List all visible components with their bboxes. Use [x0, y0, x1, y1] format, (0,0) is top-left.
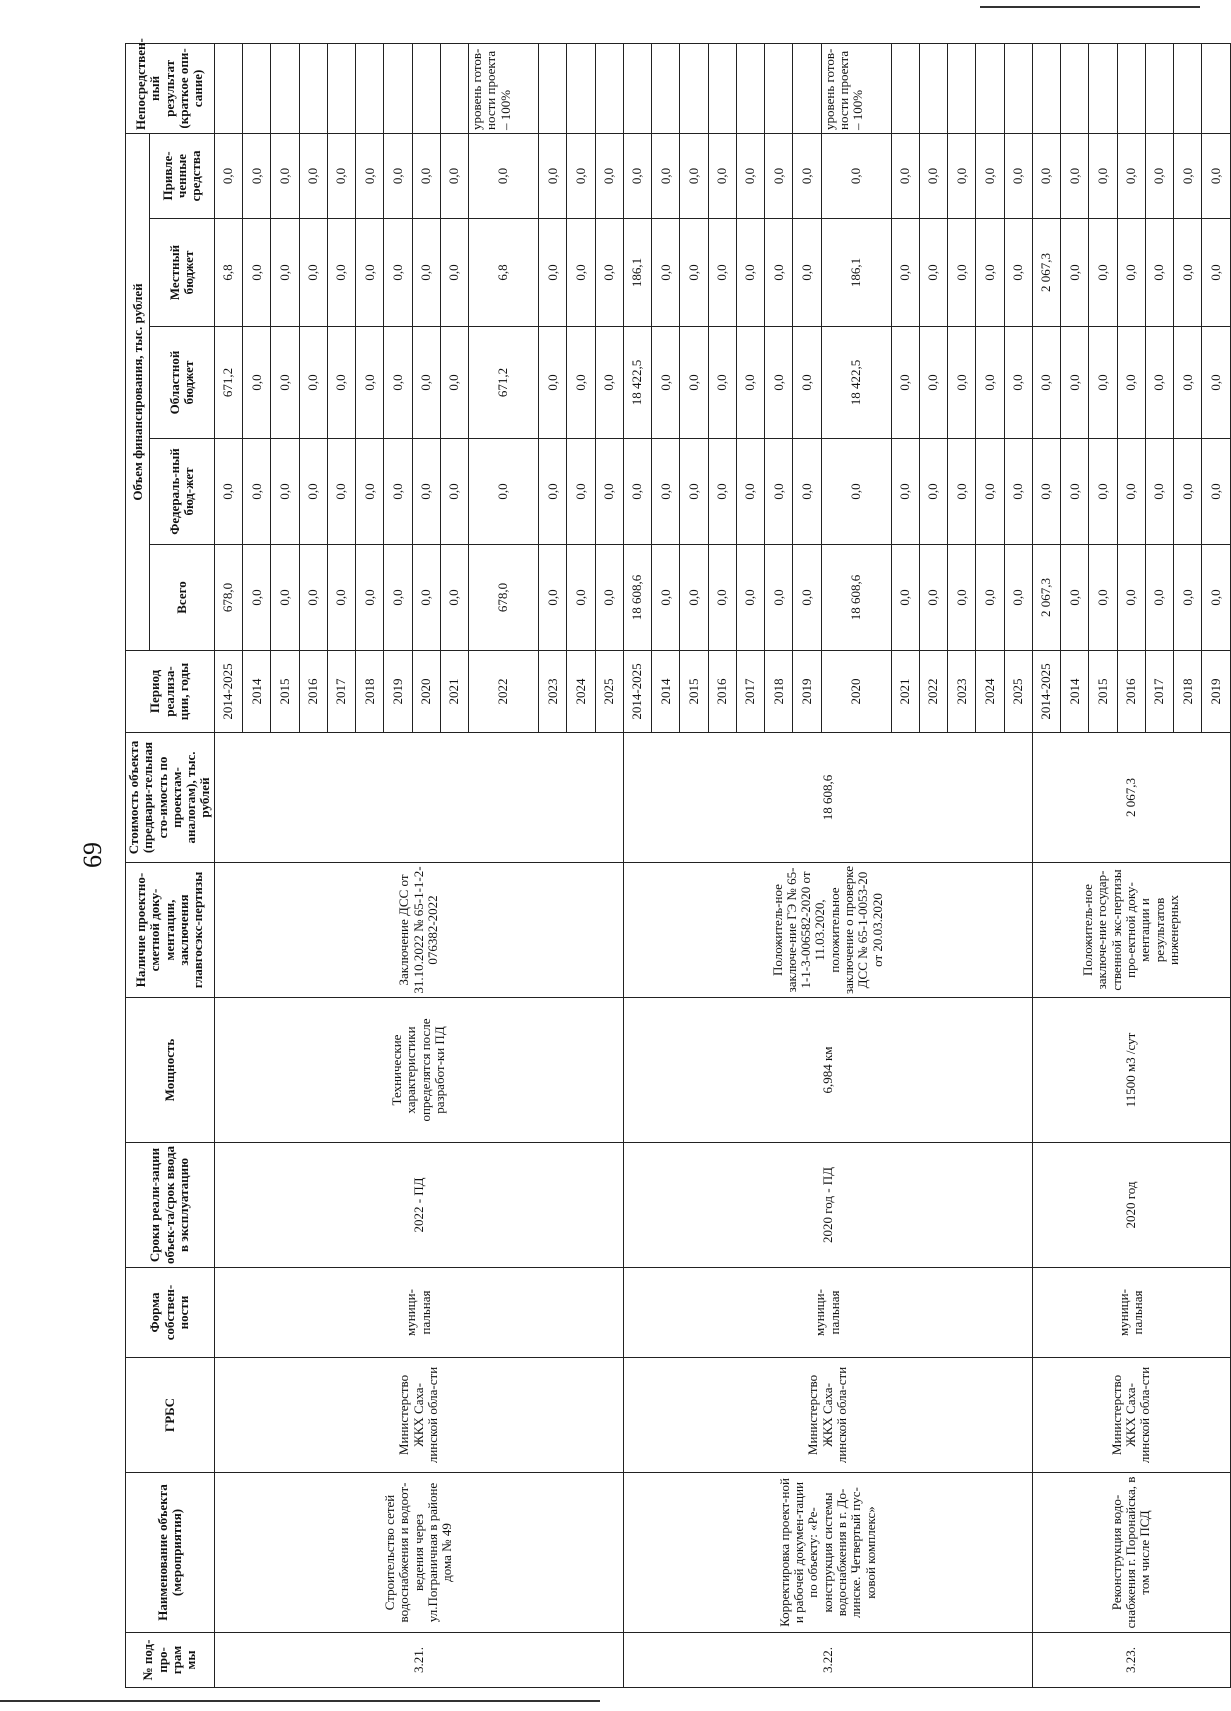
- amount-federal: 0,0: [299, 439, 327, 545]
- object-name: Строительство сетей водоснабжения и водоот-ведения через ул.Пограничная в районе дома № 49: [214, 1473, 623, 1633]
- amount-regional: 0,0: [271, 327, 299, 439]
- amount-federal: 0,0: [1061, 439, 1089, 545]
- amount-attracted: 0,0: [539, 133, 567, 218]
- period-year: 2020: [821, 651, 891, 733]
- amount-local: 0,0: [1117, 219, 1145, 327]
- amount-regional: 671,2: [214, 327, 242, 439]
- period-year: 2025: [595, 651, 623, 733]
- amount-total: 0,0: [736, 545, 764, 651]
- direct-result: [1117, 43, 1145, 133]
- amount-federal: 0,0: [736, 439, 764, 545]
- amount-federal: 0,0: [539, 439, 567, 545]
- amount-total: 0,0: [1145, 545, 1173, 651]
- period-year: 2016: [708, 651, 736, 733]
- amount-attracted: 0,0: [1174, 133, 1202, 218]
- capacity: 6,984 км: [623, 998, 1032, 1143]
- amount-local: 186,1: [821, 219, 891, 327]
- direct-result: уровень готов-ности проекта – 100%: [821, 43, 891, 133]
- amount-local: 0,0: [736, 219, 764, 327]
- table-row: [623, 43, 651, 1687]
- header-num: № под-про-грам мы: [126, 1633, 215, 1688]
- amount-total: 0,0: [595, 545, 623, 651]
- design-documentation: Положитель-ное заключе-ние ГЭ № 65-1-1-3-006582-2020 от 11.03.2020, положительное заключение о проверке ДСС № 65-1-0053-20 от 20.03.2020: [623, 863, 1032, 998]
- period-year: 2023: [539, 651, 567, 733]
- period-year: 2017: [1145, 651, 1173, 733]
- amount-attracted: 0,0: [1032, 133, 1060, 218]
- amount-attracted: 0,0: [1202, 133, 1230, 218]
- amount-federal: 0,0: [708, 439, 736, 545]
- amount-attracted: 0,0: [412, 133, 440, 218]
- amount-attracted: 0,0: [567, 133, 595, 218]
- amount-total: 0,0: [1061, 545, 1089, 651]
- table-row: [1032, 43, 1060, 1687]
- amount-local: 0,0: [412, 219, 440, 327]
- capacity: Технические характеристики определятся после разработ-ки ПД: [214, 998, 623, 1143]
- rotated-table-wrapper: [125, 38, 1223, 1688]
- amount-local: 0,0: [299, 219, 327, 327]
- amount-attracted: 0,0: [595, 133, 623, 218]
- amount-total: 0,0: [384, 545, 412, 651]
- amount-local: 0,0: [356, 219, 384, 327]
- amount-attracted: 0,0: [891, 133, 919, 218]
- amount-local: 0,0: [271, 219, 299, 327]
- design-documentation: Положитель-ное заключе-ние государ-ственной экс-пертизы про-ектной доку-ментации и результатов инженерных: [1032, 863, 1230, 998]
- header-psd: Наличие проектно-сметной доку-ментации, заключения главгосэкс-пертизы: [126, 863, 215, 998]
- row-number: 3.21.: [214, 1633, 623, 1688]
- amount-federal: 0,0: [1004, 439, 1032, 545]
- funding-table: [125, 38, 1231, 1688]
- header-cost: Стоимость объекта (предвари-тельная сто-имость по проектам-аналогам), тыс. рублей: [126, 733, 215, 863]
- amount-federal: 0,0: [214, 439, 242, 545]
- amount-attracted: 0,0: [356, 133, 384, 218]
- amount-federal: 0,0: [623, 439, 651, 545]
- grbs-cell: Министерство ЖКХ Саха-линской обла-сти: [1032, 1358, 1230, 1473]
- direct-result: [412, 43, 440, 133]
- page-number: 69: [78, 842, 107, 868]
- amount-total: 0,0: [919, 545, 947, 651]
- direct-result: уровень готов-ности проекта – 100%: [469, 43, 539, 133]
- amount-attracted: 0,0: [440, 133, 468, 218]
- direct-result: [299, 43, 327, 133]
- period-year: 2022: [919, 651, 947, 733]
- scan-edge-top: [980, 6, 1200, 8]
- direct-result: [539, 43, 567, 133]
- amount-total: 0,0: [440, 545, 468, 651]
- ownership-form: муници-пальная: [1032, 1268, 1230, 1358]
- header-fed: Федераль-ный бюд-жет: [150, 439, 214, 545]
- amount-regional: 0,0: [243, 327, 271, 439]
- row-number: 3.22.: [623, 1633, 1032, 1688]
- header-reg: Областной бюджет: [150, 327, 214, 439]
- amount-attracted: 0,0: [821, 133, 891, 218]
- period-year: 2015: [1089, 651, 1117, 733]
- direct-result: [976, 43, 1004, 133]
- header-funding: Объем финансирования, тыс. рублей: [126, 133, 150, 650]
- amount-regional: 0,0: [327, 327, 355, 439]
- period-year: 2018: [765, 651, 793, 733]
- header-total: Всего: [150, 545, 214, 651]
- amount-total: 0,0: [793, 545, 821, 651]
- amount-local: 0,0: [652, 219, 680, 327]
- amount-regional: 0,0: [1032, 327, 1060, 439]
- direct-result: [891, 43, 919, 133]
- amount-federal: 0,0: [948, 439, 976, 545]
- period-year: 2020: [412, 651, 440, 733]
- header-power: Мощность: [126, 998, 215, 1143]
- amount-attracted: 0,0: [765, 133, 793, 218]
- amount-total: 0,0: [412, 545, 440, 651]
- amount-total: 18 608,6: [821, 545, 891, 651]
- amount-regional: 671,2: [469, 327, 539, 439]
- ownership-form: муници-пальная: [214, 1268, 623, 1358]
- header-attr: Привле-ченные средства: [150, 133, 214, 218]
- amount-regional: 0,0: [1004, 327, 1032, 439]
- amount-federal: 0,0: [1145, 439, 1173, 545]
- period-year: 2022: [469, 651, 539, 733]
- amount-attracted: 0,0: [384, 133, 412, 218]
- implementation-terms: 2020 год - ПД: [623, 1143, 1032, 1268]
- amount-total: 0,0: [539, 545, 567, 651]
- amount-federal: 0,0: [271, 439, 299, 545]
- amount-attracted: 0,0: [736, 133, 764, 218]
- amount-total: 18 608,6: [623, 545, 651, 651]
- object-name: Корректировка проект-ной и рабочей докумен-тации по объекту: «Ре-конструкция системы водоснабжения в г. До-линске. Четвертый пус-ковой комплекс»: [623, 1473, 1032, 1633]
- period-year: 2014: [243, 651, 271, 733]
- direct-result: [243, 43, 271, 133]
- amount-regional: 0,0: [1061, 327, 1089, 439]
- amount-total: 0,0: [976, 545, 1004, 651]
- amount-local: 0,0: [539, 219, 567, 327]
- amount-attracted: 0,0: [976, 133, 1004, 218]
- period-year: 2018: [1174, 651, 1202, 733]
- amount-regional: 0,0: [736, 327, 764, 439]
- period-year: 2021: [891, 651, 919, 733]
- amount-federal: 0,0: [595, 439, 623, 545]
- amount-regional: 0,0: [1089, 327, 1117, 439]
- amount-federal: 0,0: [1032, 439, 1060, 545]
- amount-federal: 0,0: [356, 439, 384, 545]
- amount-local: 0,0: [440, 219, 468, 327]
- amount-total: 0,0: [1089, 545, 1117, 651]
- amount-local: 0,0: [919, 219, 947, 327]
- period-year: 2025: [1004, 651, 1032, 733]
- direct-result: [1032, 43, 1060, 133]
- amount-federal: 0,0: [680, 439, 708, 545]
- amount-attracted: 0,0: [271, 133, 299, 218]
- direct-result: [652, 43, 680, 133]
- direct-result: [1061, 43, 1089, 133]
- amount-attracted: 0,0: [708, 133, 736, 218]
- amount-regional: 0,0: [680, 327, 708, 439]
- amount-federal: 0,0: [412, 439, 440, 545]
- amount-local: 2 067,3: [1032, 219, 1060, 327]
- amount-local: 0,0: [976, 219, 1004, 327]
- amount-local: 0,0: [1145, 219, 1173, 327]
- period-year: 2014: [1061, 651, 1089, 733]
- period-year: 2024: [976, 651, 1004, 733]
- direct-result: [919, 43, 947, 133]
- amount-regional: 0,0: [412, 327, 440, 439]
- amount-regional: 0,0: [919, 327, 947, 439]
- amount-attracted: 0,0: [948, 133, 976, 218]
- amount-federal: 0,0: [821, 439, 891, 545]
- amount-attracted: 0,0: [243, 133, 271, 218]
- capacity: 11500 м3 /сут: [1032, 998, 1230, 1143]
- direct-result: [595, 43, 623, 133]
- direct-result: [384, 43, 412, 133]
- header-form: Форма собствен-ности: [126, 1268, 215, 1358]
- amount-total: 0,0: [765, 545, 793, 651]
- direct-result: [214, 43, 242, 133]
- amount-local: 0,0: [793, 219, 821, 327]
- amount-federal: 0,0: [793, 439, 821, 545]
- ownership-form: муници-пальная: [623, 1268, 1032, 1358]
- amount-regional: 18 422,5: [623, 327, 651, 439]
- amount-total: 0,0: [708, 545, 736, 651]
- amount-regional: 0,0: [1117, 327, 1145, 439]
- table-row: [214, 43, 242, 1687]
- row-number: 3.23.: [1032, 1633, 1230, 1688]
- amount-federal: 0,0: [919, 439, 947, 545]
- amount-attracted: 0,0: [919, 133, 947, 218]
- amount-attracted: 0,0: [793, 133, 821, 218]
- amount-total: 2 067,3: [1032, 545, 1060, 651]
- amount-total: 0,0: [891, 545, 919, 651]
- amount-local: 0,0: [891, 219, 919, 327]
- period-year: 2014-2025: [1032, 651, 1060, 733]
- amount-regional: 0,0: [652, 327, 680, 439]
- amount-local: 0,0: [680, 219, 708, 327]
- amount-federal: 0,0: [469, 439, 539, 545]
- amount-total: 0,0: [299, 545, 327, 651]
- amount-attracted: 0,0: [327, 133, 355, 218]
- amount-regional: 0,0: [567, 327, 595, 439]
- object-name: Реконструкция водо-снабжения г. Поронайска, в том числе ПСД: [1032, 1473, 1230, 1633]
- amount-federal: 0,0: [652, 439, 680, 545]
- period-year: 2023: [948, 651, 976, 733]
- direct-result: [327, 43, 355, 133]
- amount-local: 0,0: [1174, 219, 1202, 327]
- amount-attracted: 0,0: [680, 133, 708, 218]
- direct-result: [271, 43, 299, 133]
- amount-local: 0,0: [1061, 219, 1089, 327]
- amount-total: 0,0: [680, 545, 708, 651]
- period-year: 2019: [1202, 651, 1230, 733]
- amount-local: 186,1: [623, 219, 651, 327]
- amount-local: 0,0: [765, 219, 793, 327]
- direct-result: [708, 43, 736, 133]
- direct-result: [793, 43, 821, 133]
- direct-result: [736, 43, 764, 133]
- amount-total: 0,0: [567, 545, 595, 651]
- object-cost: 18 608,6: [623, 733, 1032, 863]
- amount-federal: 0,0: [384, 439, 412, 545]
- amount-local: 0,0: [1004, 219, 1032, 327]
- period-year: 2014-2025: [623, 651, 651, 733]
- direct-result: [765, 43, 793, 133]
- amount-attracted: 0,0: [299, 133, 327, 218]
- object-cost: 2 067,3: [1032, 733, 1230, 863]
- amount-local: 0,0: [384, 219, 412, 327]
- amount-total: 0,0: [652, 545, 680, 651]
- amount-attracted: 0,0: [1061, 133, 1089, 218]
- amount-regional: 0,0: [708, 327, 736, 439]
- amount-attracted: 0,0: [1145, 133, 1173, 218]
- amount-total: 0,0: [948, 545, 976, 651]
- header-grbs: ГРБС: [126, 1358, 215, 1473]
- amount-local: 0,0: [1202, 219, 1230, 327]
- amount-local: 0,0: [595, 219, 623, 327]
- amount-attracted: 0,0: [1004, 133, 1032, 218]
- amount-total: 0,0: [1202, 545, 1230, 651]
- object-cost: [214, 733, 623, 863]
- amount-federal: 0,0: [1089, 439, 1117, 545]
- header-terms: Сроки реали-зации объек-та/срок ввода в эксплуатацию: [126, 1143, 215, 1268]
- amount-federal: 0,0: [1202, 439, 1230, 545]
- amount-attracted: 0,0: [652, 133, 680, 218]
- direct-result: [440, 43, 468, 133]
- amount-attracted: 0,0: [214, 133, 242, 218]
- period-year: 2018: [356, 651, 384, 733]
- period-year: 2015: [680, 651, 708, 733]
- amount-local: 0,0: [948, 219, 976, 327]
- direct-result: [948, 43, 976, 133]
- period-year: 2016: [299, 651, 327, 733]
- amount-total: 0,0: [1117, 545, 1145, 651]
- amount-regional: 0,0: [539, 327, 567, 439]
- scan-edge-bottom: [0, 1700, 600, 1702]
- amount-federal: 0,0: [1117, 439, 1145, 545]
- amount-regional: 0,0: [948, 327, 976, 439]
- amount-regional: 0,0: [440, 327, 468, 439]
- amount-regional: 0,0: [1174, 327, 1202, 439]
- amount-federal: 0,0: [327, 439, 355, 545]
- period-year: 2024: [567, 651, 595, 733]
- amount-total: 0,0: [327, 545, 355, 651]
- header-result: Непосредствен-ный результат (краткое опи-сание): [126, 43, 215, 133]
- amount-federal: 0,0: [243, 439, 271, 545]
- period-year: 2021: [440, 651, 468, 733]
- amount-attracted: 0,0: [469, 133, 539, 218]
- period-year: 2016: [1117, 651, 1145, 733]
- amount-attracted: 0,0: [1089, 133, 1117, 218]
- table-body: [214, 43, 1230, 1687]
- amount-local: 6,8: [214, 219, 242, 327]
- direct-result: [1202, 43, 1230, 133]
- amount-local: 6,8: [469, 219, 539, 327]
- design-documentation: Заключение ДСС от 31.10.2022 № 65-1-1-2-076382-2022: [214, 863, 623, 998]
- amount-regional: 0,0: [1145, 327, 1173, 439]
- header-loc: Местный бюджет: [150, 219, 214, 327]
- direct-result: [1145, 43, 1173, 133]
- amount-federal: 0,0: [765, 439, 793, 545]
- amount-attracted: 0,0: [1117, 133, 1145, 218]
- period-year: 2019: [793, 651, 821, 733]
- amount-local: 0,0: [1089, 219, 1117, 327]
- period-year: 2014-2025: [214, 651, 242, 733]
- amount-total: 678,0: [214, 545, 242, 651]
- period-year: 2017: [327, 651, 355, 733]
- amount-attracted: 0,0: [623, 133, 651, 218]
- amount-total: 0,0: [243, 545, 271, 651]
- amount-total: 0,0: [1004, 545, 1032, 651]
- amount-federal: 0,0: [1174, 439, 1202, 545]
- period-year: 2017: [736, 651, 764, 733]
- amount-local: 0,0: [567, 219, 595, 327]
- amount-regional: 0,0: [356, 327, 384, 439]
- amount-regional: 0,0: [765, 327, 793, 439]
- amount-local: 0,0: [708, 219, 736, 327]
- amount-federal: 0,0: [567, 439, 595, 545]
- direct-result: [567, 43, 595, 133]
- amount-regional: 0,0: [384, 327, 412, 439]
- amount-regional: 18 422,5: [821, 327, 891, 439]
- direct-result: [356, 43, 384, 133]
- direct-result: [1089, 43, 1117, 133]
- direct-result: [1004, 43, 1032, 133]
- amount-federal: 0,0: [440, 439, 468, 545]
- amount-regional: 0,0: [1202, 327, 1230, 439]
- grbs-cell: Министерство ЖКХ Саха-линской обла-сти: [623, 1358, 1032, 1473]
- header-period: Период реализа-ции, годы: [126, 651, 215, 733]
- amount-total: 0,0: [356, 545, 384, 651]
- amount-local: 0,0: [243, 219, 271, 327]
- period-year: 2014: [652, 651, 680, 733]
- direct-result: [1174, 43, 1202, 133]
- grbs-cell: Министерство ЖКХ Саха-линской обла-сти: [214, 1358, 623, 1473]
- amount-federal: 0,0: [976, 439, 1004, 545]
- period-year: 2015: [271, 651, 299, 733]
- header-name: Наименование объекта (мероприятия): [126, 1473, 215, 1633]
- amount-federal: 0,0: [891, 439, 919, 545]
- direct-result: [623, 43, 651, 133]
- header-row-1: [126, 43, 150, 1687]
- amount-total: 678,0: [469, 545, 539, 651]
- amount-total: 0,0: [271, 545, 299, 651]
- implementation-terms: 2022 - ПД: [214, 1143, 623, 1268]
- amount-regional: 0,0: [595, 327, 623, 439]
- amount-local: 0,0: [327, 219, 355, 327]
- amount-total: 0,0: [1174, 545, 1202, 651]
- amount-regional: 0,0: [891, 327, 919, 439]
- amount-regional: 0,0: [793, 327, 821, 439]
- direct-result: [680, 43, 708, 133]
- amount-regional: 0,0: [976, 327, 1004, 439]
- period-year: 2019: [384, 651, 412, 733]
- implementation-terms: 2020 год: [1032, 1143, 1230, 1268]
- amount-regional: 0,0: [299, 327, 327, 439]
